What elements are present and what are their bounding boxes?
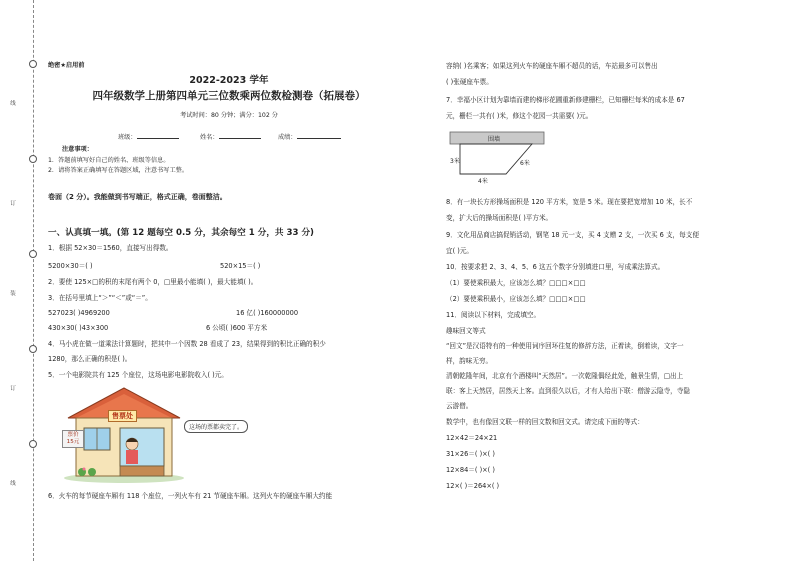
binding-hole — [29, 250, 37, 258]
binding-hole — [29, 440, 37, 448]
passage-line: 样，韵味无穷。 — [446, 357, 493, 365]
page-title: 四年级数学上册第四单元三位数乘两位数检测卷（拓展卷） — [92, 90, 366, 102]
question-10a: （1）要使乘积最大，应该怎么填？□□□×□□ — [446, 279, 586, 287]
question-3a: 527023( )4969200 — [48, 309, 110, 317]
passage-line: “回文”是汉语特有的一种使用词序回环往复的修辞方法，正着读，倒着读，文字一 — [446, 342, 684, 350]
question-6-cont-2: ( )张硬座车票。 — [446, 78, 493, 86]
class-label: 班级： — [118, 134, 137, 141]
note-item: 1．答题前填写好自己的姓名、班级等信息。 — [48, 157, 170, 164]
equation-blank: 12×84＝( )×( ) — [446, 466, 495, 474]
question-10b: （2）要使乘积最小，应该怎么填？□□□×□□ — [446, 295, 586, 303]
price-tag-line1: 票价 — [67, 432, 79, 438]
time-info: 考试时间：80 分钟；满分：102 分 — [180, 112, 278, 119]
question-1a: 5200×30＝( ) — [48, 262, 93, 270]
question-1b: 520×15＝( ) — [220, 262, 261, 270]
binding-label: 订 — [9, 200, 15, 206]
passage-title: 趣味回文等式 — [446, 327, 486, 335]
question-4-line2: 1280，那么正确的积是( )。 — [48, 355, 132, 363]
question-1: 1．根据 52×30＝1560，直接写出得数。 — [48, 244, 173, 252]
ticket-office-sign: 售票处 — [108, 410, 137, 422]
question-6: 6．火车的每节硬座车厢有 118 个座位，一列火车有 21 节硬座车厢。这列火车的硬座车厢大约能 — [48, 492, 333, 500]
passage-line: 云游僧。 — [446, 402, 473, 410]
neatness-line: 卷面（2 分）。我能做到书写端正，格式正确，卷面整洁。 — [48, 193, 227, 201]
question-7-line2: 元，栅栏一共有( )米，修这个花园一共需要( )元。 — [446, 112, 593, 120]
question-3b: 16 亿( )160000000 — [236, 309, 299, 317]
binding-label: 线 — [9, 480, 15, 486]
wall-label: 围墙 — [488, 136, 501, 143]
binding-hole — [29, 60, 37, 68]
section-title: 一、认真填一填。(第 12 题每空 0.5 分，其余每空 1 分，共 33 分) — [48, 228, 314, 238]
question-11: 11．阅读以下材料，完成填空。 — [446, 311, 541, 319]
question-3d: 6 公顷( )600 平方米 — [206, 324, 268, 332]
binding-label: 订 — [9, 385, 15, 391]
question-10: 10．按要求把 2、3、4、5、6 这五个数字分别填进口里，写成乘法算式。 — [446, 263, 665, 271]
question-5: 5．一个电影院共有 125 个座位，这场电影电影院收入( )元。 — [48, 371, 228, 379]
passage-line: 数学中，也有像回文联一样的回文数和回文式。请完成下面的等式： — [446, 418, 644, 426]
garden-figure — [448, 130, 548, 192]
bottom-side-label: 4米 — [478, 178, 488, 185]
right-side-label: 6米 — [520, 160, 530, 167]
passage-line: 联：客上天然居，居然天上客。直到很久以后，才有人给出下联：僧游云隐寺，寺隐 — [446, 387, 690, 395]
price-tag-line2: 15元 — [66, 439, 80, 445]
question-8-line2: 变，扩大后的操场面积是( )平方米。 — [446, 214, 553, 222]
cinema-illustration — [62, 384, 242, 484]
equation-blank: 31×26＝( )×( ) — [446, 450, 495, 458]
question-3: 3．在括号里填上“＞”“＜”或“＝”。 — [48, 294, 152, 302]
question-4-line1: 4．马小虎在做一道乘法计算题时，把其中一个因数 28 看成了 23，结果得到的积比正确的积少 — [48, 340, 326, 348]
class-blank[interactable] — [137, 138, 179, 139]
secret-label: 绝密★启用前 — [48, 62, 85, 69]
speech-bubble: 这场的票都卖完了。 — [184, 420, 248, 433]
binding-label: 装 — [9, 290, 15, 296]
cinema-building-graphic — [62, 384, 242, 484]
year-title: 2022-2023 学年 — [189, 75, 269, 86]
binding-hole — [29, 345, 37, 353]
score-blank[interactable] — [297, 138, 341, 139]
note-item: 2．请将答案正确填写在答题区域，注意书写工整。 — [48, 167, 189, 174]
equation-blank: 12×( )＝264×( ) — [446, 482, 500, 490]
equation-example: 12×42＝24×21 — [446, 434, 498, 442]
name-field — [200, 132, 261, 141]
name-blank[interactable] — [219, 138, 261, 139]
question-7-line1: 7．幸福小区计划为靠墙而建的梯形花圃重新修建栅栏，已知栅栏每米的成本是 67 — [446, 96, 685, 104]
score-label: 成绩： — [278, 134, 297, 141]
question-3c: 430×30( )43×300 — [48, 324, 109, 332]
question-6-cont-1: 容纳( )名乘客；如果这列火车的硬座车厢不超员的话，车站最多可以售出 — [446, 62, 658, 70]
passage-line: 清朝乾隆年间，北京有个酒楼叫“天然居”。一次乾隆偶经此处，触景生情，□出上 — [446, 372, 684, 380]
question-9-line1: 9．文化用品商店搞促销活动，钢笔 18 元一支，买 4 支赠 2 支，一次买 6 支，每支便 — [446, 231, 699, 239]
question-2: 2．要使 125×□的积的末尾有两个 0，□里最小能填( )，最大能填( )。 — [48, 278, 258, 286]
class-field — [118, 132, 179, 141]
price-tag — [62, 430, 84, 448]
binding-label: 线 — [9, 100, 15, 106]
name-label: 姓名： — [200, 134, 219, 141]
score-field — [278, 132, 341, 141]
question-9-line2: 宜( )元。 — [446, 247, 474, 255]
question-8-line1: 8．有一块长方形操场面积是 120 平方米，宽是 5 米。现在要把宽增加 10 米，长不 — [446, 198, 693, 206]
binding-hole — [29, 155, 37, 163]
binding-line — [33, 0, 34, 561]
notes-heading: 注意事项： — [62, 146, 93, 153]
left-side-label: 3米 — [450, 158, 460, 165]
